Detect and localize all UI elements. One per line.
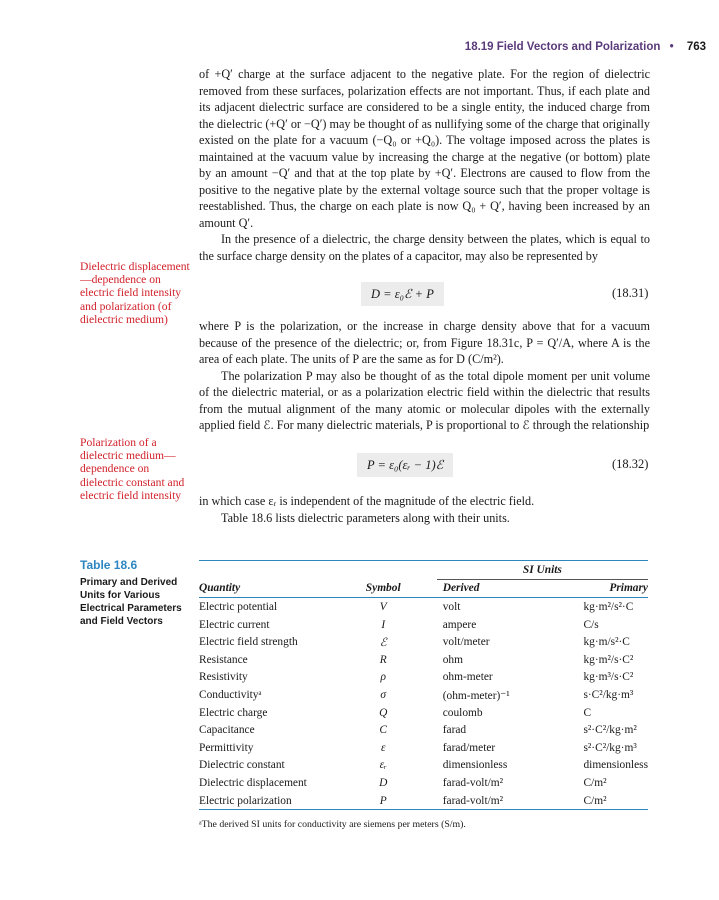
table-row <box>199 633 648 651</box>
cell-primary-unit: kg·m²/s·C² <box>583 653 634 666</box>
cell-symbol: ε <box>380 741 386 754</box>
table-row <box>199 598 648 616</box>
cell-quantity: Dielectric displacement <box>199 776 307 789</box>
cell-symbol: ℰ <box>379 637 387 650</box>
cell-quantity: Permittivity <box>199 741 254 754</box>
cell-quantity: Electric charge <box>199 706 268 719</box>
cell-derived-unit: farad <box>442 724 467 737</box>
paragraph-6: Table 18.6 lists dielectric parameters along with their units. <box>221 510 510 525</box>
table-row <box>199 651 648 669</box>
table-row <box>199 721 648 739</box>
cell-symbol: εᵣ <box>379 759 387 772</box>
section-title: 18.19 Field Vectors and Polarization <box>464 41 661 53</box>
cell-primary-unit: s²·C²/kg·m² <box>583 724 637 737</box>
cell-quantity: Conductivityᵃ <box>199 688 262 701</box>
table-footnote: ᵃThe derived SI units for conductivity are siemens per meters (S/m). <box>199 819 466 830</box>
paragraph-3: where P is the polarization, or the increase in charge density above that for a vacuum because of the presence of the dielectric; or, from Figure 18.31c, P = Q′/A, where A is the area of each plate. The units of P are the same as for D (C/m²). <box>199 319 650 366</box>
cell-symbol: D <box>379 776 388 789</box>
cell-quantity: Electric field strength <box>199 636 298 649</box>
body-text-2 <box>199 318 650 434</box>
cell-derived-unit: ampere <box>442 618 477 631</box>
cell-primary-unit: C/m² <box>583 794 607 807</box>
page-number: 763 <box>686 41 706 53</box>
paragraph-2: In the presence of a dielectric, the charge density between the plates, which is equal to the surface charge density on the plates of a capacitor, may also be represented by <box>199 232 650 263</box>
cell-quantity: Resistance <box>199 653 248 666</box>
cell-derived-unit: dimensionless <box>442 759 508 772</box>
cell-derived-unit: volt <box>442 600 461 613</box>
cell-symbol: V <box>379 600 387 613</box>
cell-primary-unit: C/s <box>583 618 599 631</box>
equation-number-18-32: (18.32) <box>612 457 649 471</box>
table-row <box>199 686 648 704</box>
cell-quantity: Electric polarization <box>199 794 292 807</box>
running-head <box>380 41 706 53</box>
si-units-header: SI Units <box>437 561 648 580</box>
cell-symbol: P <box>379 794 387 807</box>
table-title: Primary and Derived Units for Various Electrical Parameters and Field Vectors <box>80 577 182 627</box>
margin-note-polarization: Polarization of a dielectric medium—dependence on dielectric constant and electric field intensity <box>80 436 185 502</box>
cell-derived-unit: ohm-meter <box>442 671 493 684</box>
cell-derived-unit: (ohm-meter)⁻¹ <box>442 689 510 702</box>
table-row <box>199 704 648 722</box>
cell-symbol: ρ <box>380 671 386 684</box>
cell-derived-unit: farad-volt/m² <box>442 794 504 807</box>
equation-18-32: P = ε₀(εᵣ − 1)ℰ <box>357 453 453 477</box>
header-quantity: Quantity <box>199 582 241 595</box>
cell-symbol: Q <box>379 706 388 719</box>
cell-derived-unit: ohm <box>442 653 463 666</box>
head-bullet: • <box>669 41 674 53</box>
cell-primary-unit: kg·m²/s²·C <box>583 600 634 613</box>
header-primary: Primary <box>609 582 648 595</box>
table-row <box>199 757 648 775</box>
cell-derived-unit: farad-volt/m² <box>442 776 504 789</box>
table-body <box>199 598 648 810</box>
cell-derived-unit: coulomb <box>442 706 483 719</box>
paragraph-5: in which case εᵣ is independent of the magnitude of the electric field. <box>199 494 535 508</box>
body-text <box>199 66 650 264</box>
cell-quantity: Electric potential <box>199 600 278 613</box>
cell-primary-unit: C/m² <box>583 776 607 789</box>
paragraph-1: of +Q′ charge at the surface adjacent to the negative plate. For the region of dielectric removed from these surfaces, polarization effects are not important. Thus, if each plate and its adjacent dielectric surface are considered to be a single entity, the induced charge from the dielectric (+Q′ or −Q′) may be thought of as nullifying some of the charge that originally existed on the plate for a vacuum (−Q₀ or +Q₀). The voltage imposed across the plates is maintained at the vacuum value by increasing the charge at the negative (or bottom) plate by an amount −Q′ and that at the top plate by +Q′. Electrons are caused to flow from the positive to the negative plate by the external voltage source such that the proper voltage is reestablished. Thus, the charge on each plate is now Q₀ + Q′, having been increased by an amount Q′. <box>199 67 650 230</box>
header-derived: Derived <box>442 582 480 595</box>
table-group-header-row <box>199 561 648 580</box>
header-symbol: Symbol <box>365 582 401 595</box>
table-row <box>199 774 648 792</box>
table-caption <box>80 558 192 628</box>
table-row <box>199 669 648 687</box>
equation-number-18-31: (18.31) <box>612 286 649 300</box>
cell-quantity: Resistivity <box>199 671 248 684</box>
cell-primary-unit: C <box>583 706 592 719</box>
cell-primary-unit: dimensionless <box>583 759 648 772</box>
cell-primary-unit: kg·m/s²·C <box>583 636 630 649</box>
table-row <box>199 616 648 634</box>
cell-derived-unit: farad/meter <box>442 741 496 754</box>
cell-quantity: Electric current <box>199 618 270 631</box>
table-header-row <box>199 579 648 598</box>
cell-primary-unit: s·C²/kg·m³ <box>583 688 634 701</box>
margin-note-displacement: Dielectric displacement—dependence on electric field intensity and polarization (of dielectric medium) <box>80 260 190 326</box>
cell-primary-unit: kg·m³/s·C² <box>583 671 634 684</box>
cell-symbol: I <box>381 618 386 631</box>
cell-primary-unit: s²·C²/kg·m³ <box>583 741 637 754</box>
cell-quantity: Capacitance <box>199 724 255 737</box>
equation-18-31: D = ε₀ℰ + P <box>361 282 444 306</box>
table-number: Table 18.6 <box>80 558 138 572</box>
cell-symbol: σ <box>380 688 387 701</box>
units-table <box>199 560 648 810</box>
paragraph-4: The polarization P may also be thought of as the total dipole moment per unit volume of the dielectric material, or as a polarization electric field within the dielectric that results from the mutual alignment of the many atomic or molecular dipoles with the externally applied field ℰ. For many dielectric materials, P is proportional to ℰ through the relationship <box>199 368 650 432</box>
cell-symbol: C <box>379 724 388 737</box>
cell-derived-unit: volt/meter <box>442 636 490 649</box>
table-row <box>199 739 648 757</box>
cell-quantity: Dielectric constant <box>199 759 285 772</box>
body-text-3 <box>199 493 650 526</box>
table-row <box>199 792 648 810</box>
cell-symbol: R <box>379 653 387 666</box>
